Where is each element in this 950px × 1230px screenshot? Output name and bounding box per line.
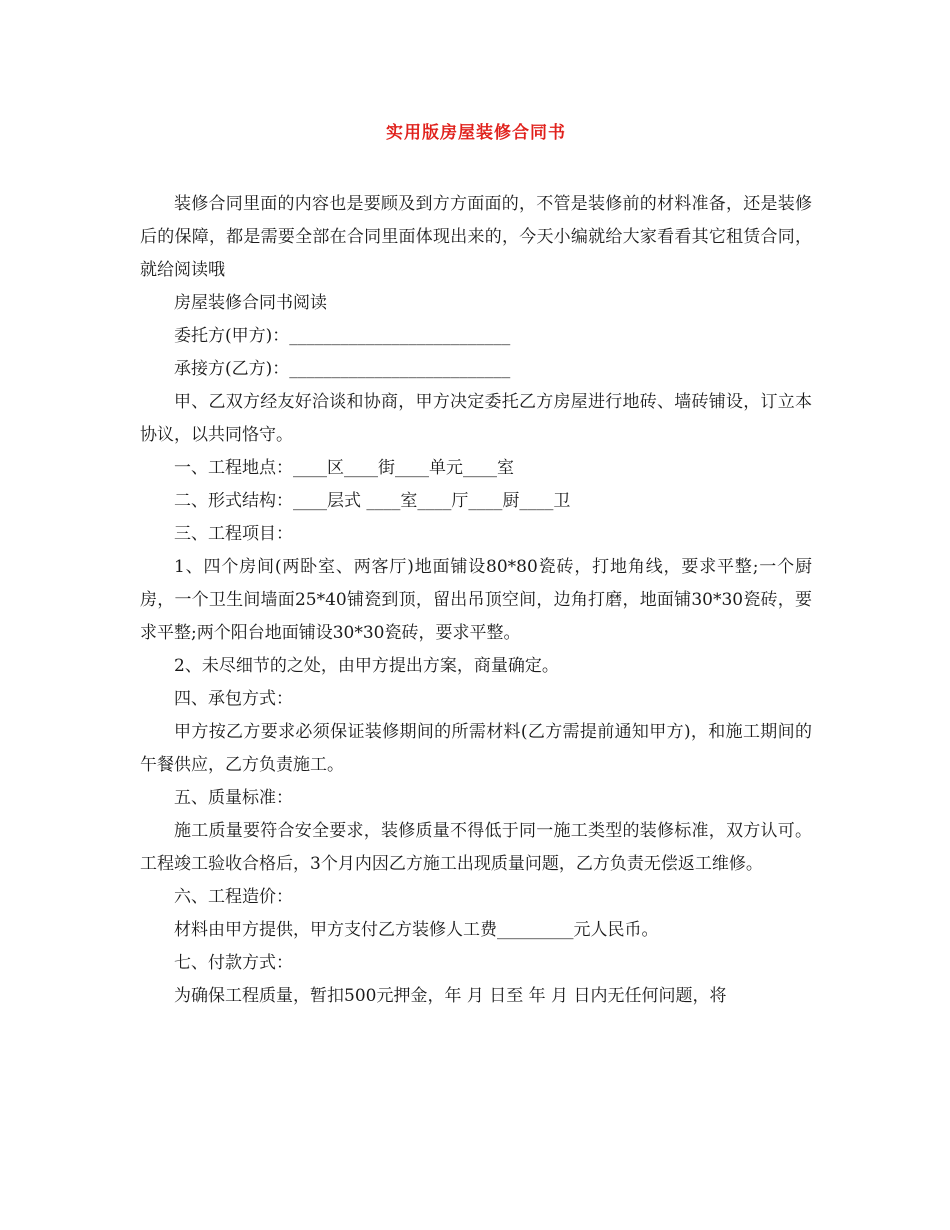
- section-heading-quality: 五、质量标准：: [174, 788, 293, 808]
- section-heading-cost: 六、工程造价：: [174, 887, 293, 907]
- contract-type-paragraph: 甲方按乙方要求必须保证装修期间的所需材料(乙方需提前通知甲方)，和施工期间的午餐供应，乙方负责施工。: [140, 722, 812, 775]
- party-b-line: 承接方(乙方)：__________________________: [174, 359, 511, 379]
- agreement-paragraph: 甲、乙双方经友好洽谈和协商，甲方决定委托乙方房屋进行地砖、墙砖铺设，订立本协议，以共同恪守。: [140, 392, 812, 445]
- section-heading-contract-type: 四、承包方式：: [174, 689, 293, 709]
- payment-paragraph: 为确保工程质量，暂扣500元押金，年 月 日至 年 月 日内无任何问题，将: [174, 986, 727, 1006]
- section-heading-items: 三、工程项目：: [174, 524, 293, 544]
- section-structure: 二、形式结构：____层式 ____室____厅____厨____卫: [174, 491, 571, 511]
- document-title: 实用版房屋装修合同书: [386, 123, 566, 143]
- item-1-paragraph: 1、四个房间(两卧室、两客厅)地面铺设80*80瓷砖，打地角线，要求平整;一个厨房，一个卫生间墙面25*40铺瓷到顶，留出吊顶空间，边角打磨，地面铺30*30瓷砖，要求平整;两个阳台地面铺设30*30瓷砖，要求平整。: [140, 557, 812, 643]
- cost-paragraph: 材料由甲方提供，甲方支付乙方装修人工费_________元人民币。: [174, 920, 659, 940]
- document-page: [140, 118, 812, 1013]
- section-heading-payment: 七、付款方式：: [174, 953, 293, 973]
- section-location: 一、工程地点：____区____街____单元____室: [174, 458, 514, 478]
- party-a-line: 委托方(甲方)：__________________________: [174, 326, 511, 346]
- intro-paragraph: 装修合同里面的内容也是要顾及到方方面面的，不管是装修前的材料准备，还是装修后的保障，都是需要全部在合同里面体现出来的，今天小编就给大家看看其它租赁合同，就给阅读哦: [140, 194, 812, 280]
- quality-paragraph: 施工质量要符合安全要求，装修质量不得低于同一施工类型的装修标准，双方认可。工程竣工验收合格后，3个月内因乙方施工出现质量问题，乙方负责无偿返工维修。: [140, 821, 812, 874]
- subtitle-line: 房屋装修合同书阅读: [174, 293, 327, 313]
- item-2-paragraph: 2、未尽细节的之处，由甲方提出方案，商量确定。: [174, 656, 559, 676]
